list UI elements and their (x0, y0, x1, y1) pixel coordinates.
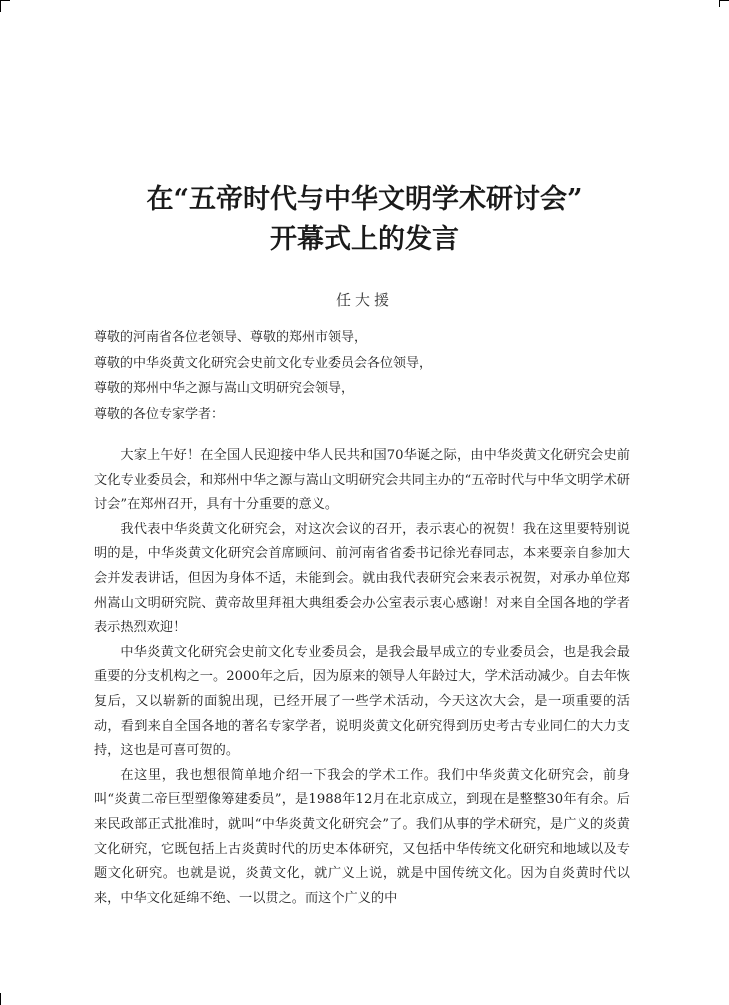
author-name: 任大援 (335, 291, 393, 309)
crop-mark-bottom-left (0, 993, 1, 1005)
page-title-line-2: 开幕式上的发言 (270, 224, 459, 255)
crop-mark-top-right-vertical (719, 0, 720, 7)
salutation-line: 尊敬的河南省各位老领导、尊敬的郑州市领导， (94, 330, 368, 345)
salutation-block (94, 325, 634, 427)
salutation-line: 尊敬的中华炎黄文化研究会史前文化专业委员会各位领导， (94, 355, 433, 371)
body-paragraph: 在这里，我也想很简单地介绍一下我会的学术工作。我们中华炎黄文化研究会，前身叫“炎黄二帝巨型塑像筹建委员”，是1988年12月在北京成立，到现在是整整30年有余。后来民政部正式批准时，就叫“中华炎黄文化研究会”了。我们从事的学术研究，是广义的炎黄文化研究，它既包括上古炎黄时代的历史本体研究，又包括中华传统文化研究和地域以及专题文化研究。也就是说，炎黄文化，就广义上说，就是中国传统文化。因为自炎黄时代以来，中华文化延绵不绝、一以贯之。而这个广义的中 (94, 767, 630, 906)
page-title-line-1: 在“五帝时代与中华文明学术研讨会” (146, 184, 583, 215)
speech-body (94, 444, 630, 911)
body-paragraph: 我代表中华炎黄文化研究会，对这次会议的召开，表示衷心的祝贺！我在这里要特别说明的是，中华炎黄文化研究会首席顾问、前河南省省委书记徐光春同志，本来要亲自参加大会并发表讲话，但因为身体不适，未能到会。就由我代表研究会来表示祝贺，对承办单位郑州嵩山文明研究院、黄帝故里拜祖大典组委会办公室表示衷心感谢！对来自全国各地的学者表示热烈欢迎！ (94, 521, 630, 636)
body-paragraph: 大家上午好！在全国人民迎接中华人民共和国70华诞之际，由中华炎黄文化研究会史前文化专业委员会，和郑州中华之源与嵩山文明研究会共同主办的“五帝时代与中华文明学术研讨会”在郑州召开，具有十分重要的意义。 (94, 448, 630, 513)
crop-mark-top-left-vertical (0, 0, 1, 12)
body-paragraph: 中华炎黄文化研究会史前文化专业委员会，是我会最早成立的专业委员会，也是我会最重要的分支机构之一。2000年之后，因为原来的领导人年龄过大，学术活动减少。自去年恢复后，又以崭新的面貌出现，已经开展了一些学术活动，今天这次大会，是一项重要的活动，看到来自全国各地的著名专家学者，说明炎黄文化研究得到历史考古专业同仁的大力支持，这也是可喜可贺的。 (94, 644, 630, 759)
crop-mark-top-right-horizontal (719, 0, 729, 1)
salutation-line: 尊敬的各位专家学者： (94, 406, 225, 422)
salutation-line: 尊敬的郑州中华之源与嵩山文明研究会领导， (94, 381, 355, 396)
crop-mark-top-left-horizontal (0, 0, 10, 1)
